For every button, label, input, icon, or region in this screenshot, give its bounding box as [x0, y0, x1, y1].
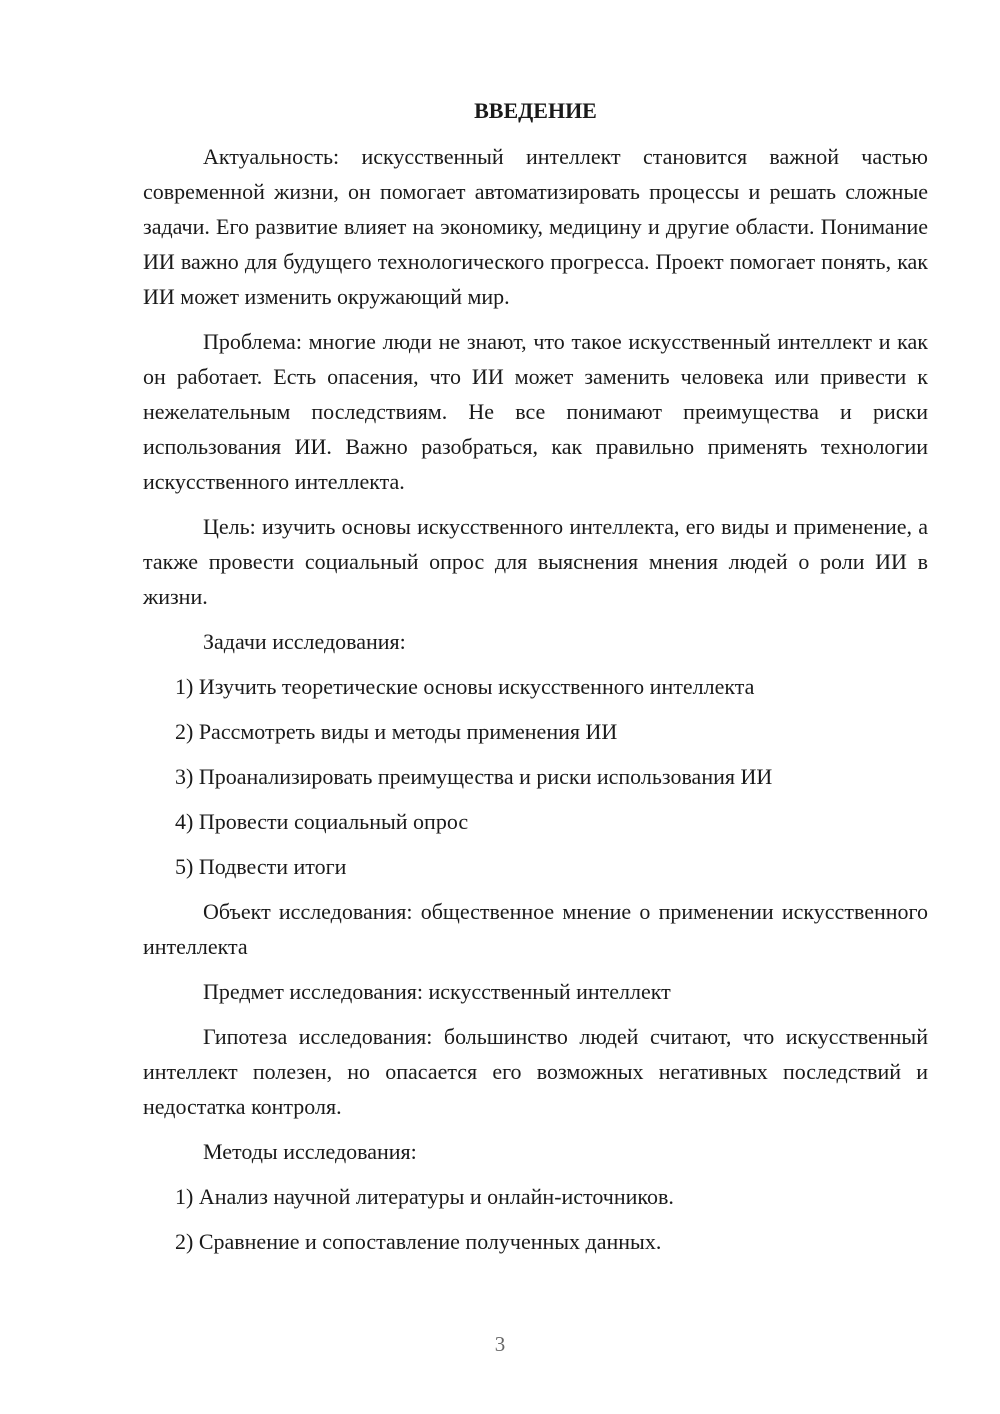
relevance-paragraph: Актуальность: искусственный интеллект становится важной частью современной жизни, он помогает автоматизировать процессы и решать сложные задачи. Его развитие влияет на экономику, медицину и другие области. Понимание ИИ важно для будущего технологического прогресса. Проект помогает понять, как ИИ может изменить окружающий мир.: [143, 144, 928, 309]
goal-paragraph: Цель: изучить основы искусственного интеллекта, его виды и применение, а также провести социальный опрос для выяснения мнения людей о роли ИИ в жизни.: [143, 514, 928, 609]
list-item: 1) Анализ научной литературы и онлайн-источников.: [175, 1184, 674, 1209]
list-item: 5) Подвести итоги: [175, 854, 347, 879]
list-item: 1) Изучить теоретические основы искусственного интеллекта: [175, 674, 755, 699]
list-item: 2) Сравнение и сопоставление полученных данных.: [175, 1229, 662, 1254]
tasks-heading: Задачи исследования:: [203, 629, 406, 654]
tasks-list: [143, 669, 928, 884]
methods-list: [143, 1179, 928, 1259]
list-item: 3) Проанализировать преимущества и риски использования ИИ: [175, 764, 773, 789]
methods-heading: Методы исследования:: [203, 1139, 417, 1164]
section-title: ВВЕДЕНИЕ: [474, 98, 597, 123]
list-item: 2) Рассмотреть виды и методы применения ИИ: [175, 719, 618, 744]
list-item: 4) Провести социальный опрос: [175, 809, 469, 834]
page-number: 3: [494, 1332, 506, 1356]
document-page: [143, 96, 928, 1269]
hypothesis-paragraph: Гипотеза исследования: большинство людей считают, что искусственный интеллект полезен, но опасается его возможных негативных последствий и недостатка контроля.: [143, 1024, 928, 1119]
object-paragraph: Объект исследования: общественное мнение о применении искусственного интеллекта: [143, 899, 928, 959]
problem-paragraph: Проблема: многие люди не знают, что такое искусственный интеллект и как он работает. Есть опасения, что ИИ может заменить человека или привести к нежелательным последствиям. Не все понимают преимущества и риски использования ИИ. Важно разобраться, как правильно применять технологии искусственного интеллекта.: [143, 329, 928, 494]
subject-paragraph: Предмет исследования: искусственный интеллект: [203, 979, 671, 1004]
